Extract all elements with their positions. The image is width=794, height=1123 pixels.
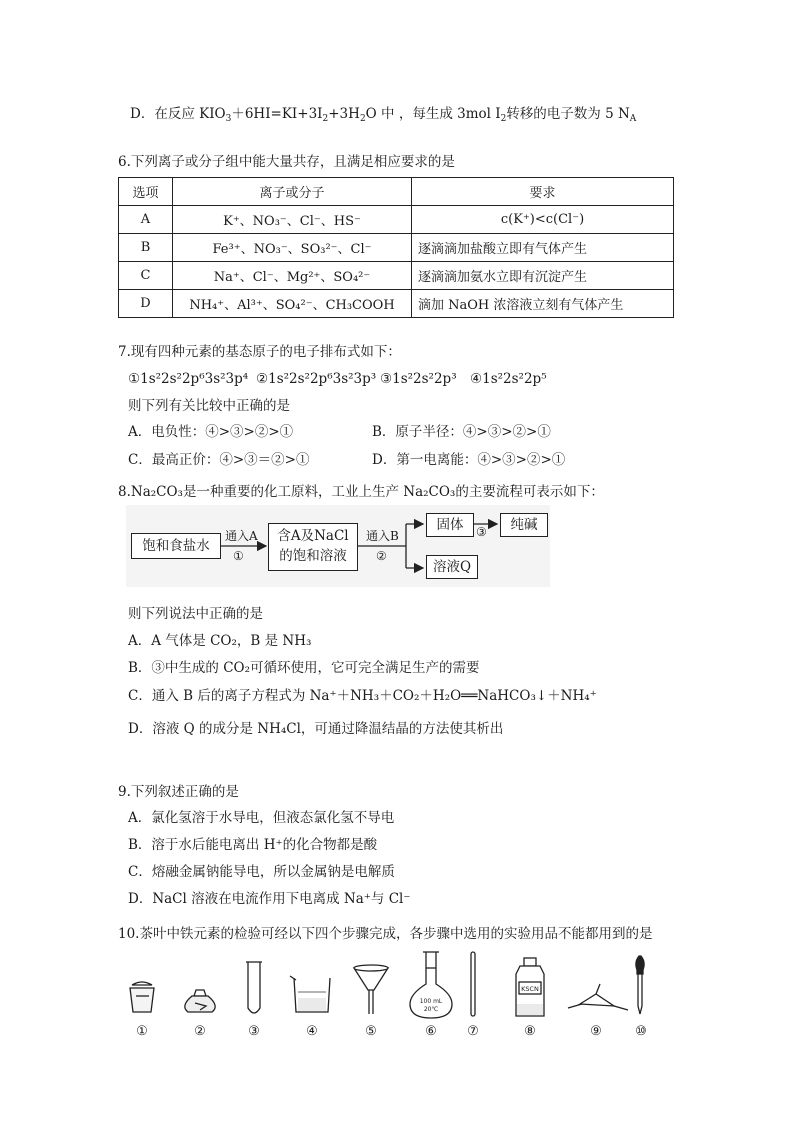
q7-option-d: D．第一电离能：④>③>②>① (372, 452, 566, 468)
equipment-label-1: ① (136, 1024, 148, 1039)
q5d-text-1: D．在反应 KIO (130, 106, 226, 122)
q7-option-b: B．原子半径：④>③>②>① (372, 424, 551, 440)
q9-stem: 9.下列叙述正确的是 (118, 784, 239, 800)
equipment-label-4: ④ (306, 1024, 318, 1039)
equipment-label-7: ⑦ (467, 1024, 479, 1039)
q6-header-ions: 离子或分子 (173, 178, 412, 206)
q9-option-a: A．氯化氢溶于水导电，但液态氯化氢不导电 (128, 810, 395, 826)
flow-box2-line1: 含A及NaCl (277, 528, 349, 544)
q9-option-c: C．熔融金属钠能导电，所以金属钠是电解质 (128, 864, 395, 880)
q8-option-b: B．③中生成的 CO₂可循环使用，它可完全满足生产的需要 (128, 660, 480, 676)
q7-stem: 7.现有四种元素的基态原子的电子排布式如下： (118, 344, 401, 360)
q5d-sub-3: 2 (359, 114, 366, 124)
equipment-illustrations (120, 948, 680, 1024)
test-tube-icon (246, 962, 262, 1013)
flow-box-soda-ash: 纯碱 (500, 513, 548, 537)
q5d-sub-2: 2 (322, 114, 329, 124)
q6-stem: 6.下列离子或分子组中能大量共存，且满足相应要求的是 (118, 154, 455, 170)
q5d-text-5: 转移的电子数为 5 N (506, 106, 630, 122)
beaker-icon (290, 976, 330, 1012)
flask-volume-text: 100 mL (419, 998, 443, 1005)
table-row (119, 290, 674, 318)
q5d-sub-1: 3 (225, 114, 232, 124)
flow-box-saturated-solution (268, 523, 358, 571)
q10-stem: 10.茶叶中铁元素的检验可经以下四个步骤完成，各步骤中选用的实验用品不能都用到的是 (118, 926, 653, 942)
q8-ask: 则下列说法中正确的是 (128, 606, 263, 622)
clay-triangle-icon (568, 984, 628, 1010)
q6-header-requirement: 要求 (412, 178, 674, 206)
flow-box-solid: 固体 (426, 513, 474, 537)
q6-row-requirement: 逐滴滴加盐酸立即有气体产生 (412, 234, 674, 262)
equipment-label-8: ⑧ (524, 1024, 536, 1039)
flow-box-solution-q: 溶液Q (426, 555, 478, 579)
q5d-sub-5: A (629, 114, 637, 124)
q6-row-requirement: 逐滴滴加氨水立即有沉淀产生 (412, 262, 674, 290)
flow-label-pass-b: 通入B (366, 529, 399, 543)
q8-stem: 8.Na₂CO₃是一种重要的化工原料，工业上生产 Na₂CO₃的主要流程可表示如下： (118, 484, 604, 500)
q7-config-2: ②1s²2s²2p⁶3s²3p³ (256, 371, 377, 387)
equipment-label-2: ② (194, 1024, 206, 1039)
table-row (119, 206, 674, 234)
flow-label-step-2: ② (376, 549, 387, 563)
glass-rod-icon (471, 952, 475, 1016)
q6-row-option: B (119, 234, 173, 262)
q8-option-a: A．A 气体是 CO₂，B 是 NH₃ (128, 633, 312, 649)
q5d-text-4: O 中 ，每生成 3mol I (365, 106, 501, 122)
crucible-icon (130, 982, 154, 1012)
bottle-label-text: KSCN (521, 985, 539, 993)
funnel-icon (354, 965, 388, 1014)
q9-option-b: B．溶于水后能电离出 H⁺的化合物都是酸 (128, 837, 378, 853)
q6-header-option: 选项 (119, 178, 173, 206)
q6-row-ions: Na⁺、Cl⁻、Mg²⁺、SO₄²⁻ (173, 262, 412, 290)
q8-flow-diagram (126, 505, 550, 587)
q5d-text-2: ＋6HI=KI+3I (231, 106, 323, 122)
flow-label-pass-a: 通入A (225, 529, 258, 543)
q6-row-option: C (119, 262, 173, 290)
q5-option-d (130, 104, 636, 129)
q6-header-row (119, 178, 674, 206)
q7-ask: 则下列有关比较中正确的是 (128, 398, 290, 414)
q7-option-a: A．电负性：④>③>②>① (128, 424, 294, 440)
q6-row-ions: Fe³⁺、NO₃⁻、SO₃²⁻、Cl⁻ (173, 234, 412, 262)
flask-temp-text: 20℃ (423, 1006, 439, 1013)
q5d-text-3: +3H (328, 106, 360, 122)
q7-config-1: ①1s²2s²2p⁶3s²3p⁴ (128, 371, 249, 387)
flow-box2-line2: 的饱和溶液 (279, 548, 347, 564)
q5d-sub-4: 2 (500, 114, 507, 124)
q10-equipment-row (120, 948, 680, 1042)
q6-row-requirement: c(K⁺)<c(Cl⁻) (412, 206, 674, 234)
q7-option-c: C．最高正价：④>③＝②>① (128, 452, 310, 468)
equipment-label-5: ⑤ (365, 1024, 377, 1039)
q6-row-requirement: 滴加 NaOH 浓溶液立刻有气体产生 (412, 290, 674, 318)
equipment-label-3: ③ (248, 1024, 260, 1039)
table-row (119, 262, 674, 290)
q6-row-option: D (119, 290, 173, 318)
equipment-label-6: ⑥ (425, 1024, 437, 1039)
q6-row-ions: K⁺、NO₃⁻、Cl⁻、HS⁻ (173, 206, 412, 234)
q6-table (118, 177, 674, 318)
equipment-label-10: ⑩ (635, 1024, 647, 1039)
table-row (119, 234, 674, 262)
flow-label-step-1: ① (233, 549, 244, 563)
flow-box-brine: 饱和食盐水 (131, 533, 221, 559)
q6-row-option: A (119, 206, 173, 234)
q9-option-d: D．NaCl 溶液在电流作用下电离成 Na⁺与 Cl⁻ (128, 891, 411, 907)
q7-config-3: ③1s²2s²2p³ (380, 371, 457, 387)
dropper-icon (636, 956, 644, 1014)
alcohol-lamp-icon (185, 990, 215, 1012)
flow-label-step-3: ③ (476, 525, 487, 539)
equipment-label-9: ⑨ (590, 1024, 602, 1039)
q8-option-d: D．溶液 Q 的成分是 NH₄Cl，可通过降温结晶的方法使其析出 (128, 721, 504, 737)
q6-row-ions: NH₄⁺、Al³⁺、SO₄²⁻、CH₃COOH (173, 290, 412, 318)
q8-option-c: C．通入 B 后的离子方程式为 Na⁺＋NH₃＋CO₂＋H₂O══NaHCO₃↓＋NH₄⁺ (128, 688, 597, 704)
q7-config-4: ④1s²2s²2p⁵ (470, 371, 547, 387)
